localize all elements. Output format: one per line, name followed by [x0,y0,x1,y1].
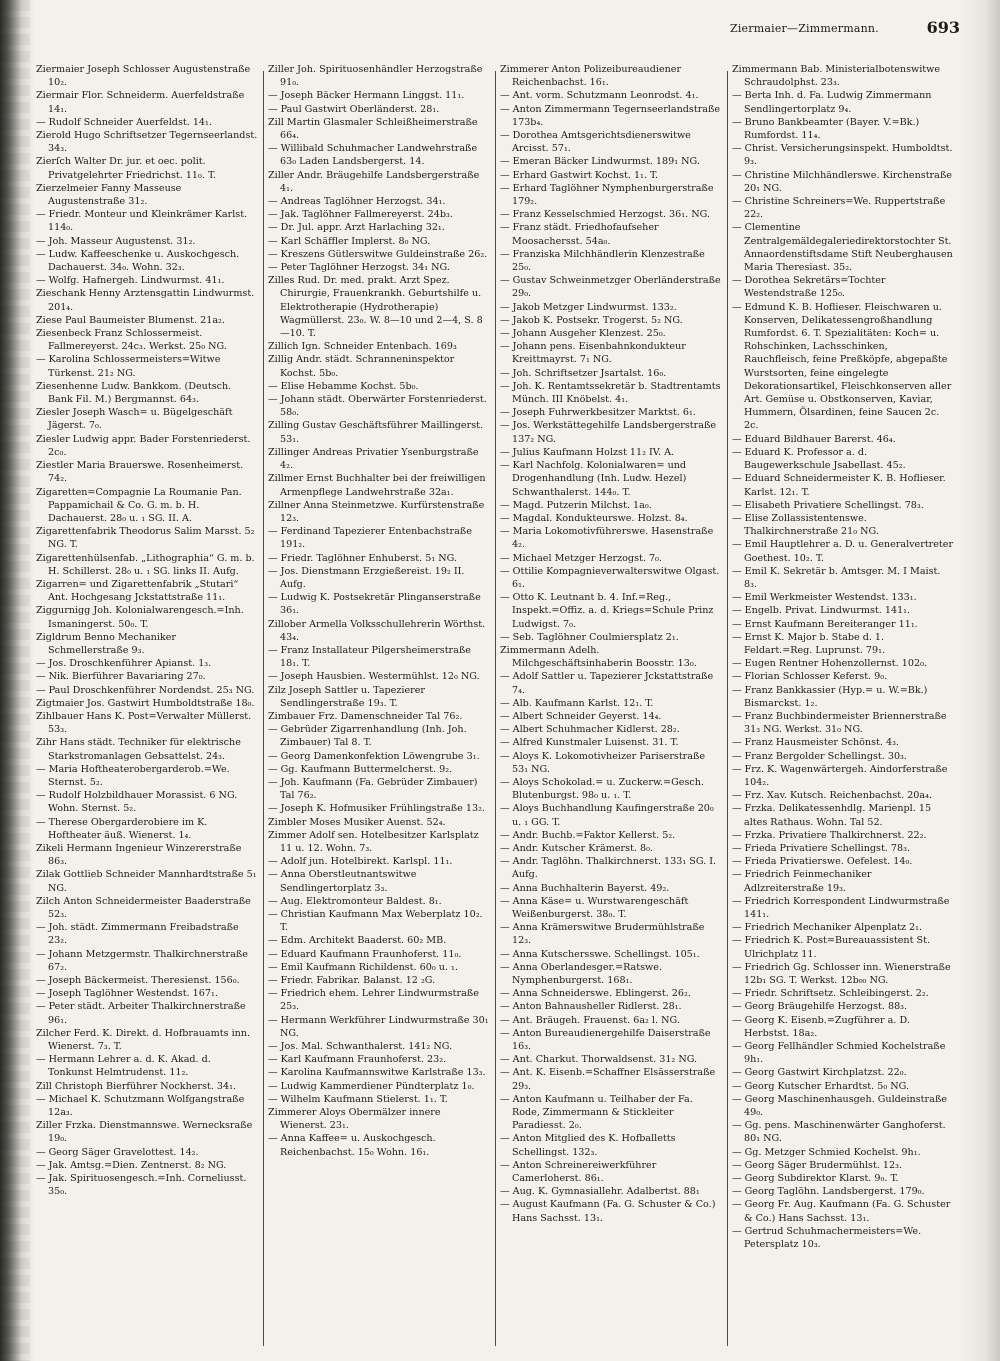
directory-entry: — Joh. Kaufmann (Fa. Gebrüder Zimbauer) Tal 76₂. [268,776,478,802]
directory-entry: — Georg Taglöhn. Landsbergerst. 179₀. [732,1186,925,1198]
directory-entry: — Eugen Rentner Hohenzollernst. 102₀. [732,658,927,670]
directory-entry: — Aug. K. Gymnasiallehr. Adalbertst. 88₁ [500,1186,700,1198]
directory-entry: — Jos. Werkstättegehilfe Landsbergerstraße 137₂ NG. [500,420,717,445]
directory-entry: — Frz. K. Wagenwärtergeh. Aindorferstraße 104₂. [732,763,948,788]
directory-entry: — Karl Schäffler Implerst. 8₀ NG. [268,235,431,247]
directory-entry: Ziller Andr. Bräugehilfe Landsbergerstraße 4₁. [268,169,480,194]
directory-entry: Zihlbauer Hans K. Post=Verwalter Müllerst. 53₃. [36,710,252,736]
directory-entry: Zilles Rud. Dr. med. prakt. Arzt Spez. Chirurgie, Frauenkrankh. Geburtshilfe u. Elektrotherapie (Hydrotherapie) Wagmüllerst. 23₀. W. 8—10 und 2—4, S. 8—10. T. [268,275,483,340]
directory-entry: — Frz. Xav. Kutsch. Reichenbachst. 20a₄. [732,790,933,802]
directory-entry: — Aloys Schokolad.= u. Zuckerw.=Gesch. Blutenburgst. 98₀ u. ₁. T. [500,776,704,802]
directory-entry: Zigldrum Benno Mechaniker Schmellerstraße 9₃. [36,631,177,656]
directory-entry: — Franz städt. Friedhofaufseher Moosachersst. 54a₀. [500,222,659,247]
directory-entry: — Rudolf Holzbildhauer Morassist. 6 NG. Wohn. Sternst. 5₂. [36,790,238,815]
directory-entry: Zigarettenhülsenfab. „Lithographia“ G. m. b. H. Schillerst. 28₀ u. ₁ SG. links II. Aufg. [36,552,255,577]
directory-entry: — Georg Gastwirt Kirchplatzst. 22₀. [732,1067,907,1079]
directory-entry: — Anton Zimmermann Tegernseerlandstraße 173b₄. [500,103,721,128]
directory-entry: — Albert Schneider Geyerst. 14₄. [500,710,662,722]
directory-entry: — Michael Metzger Herzogst. 7₀. [500,552,662,564]
directory-entry: — Franz Kesselschmied Herzogst. 36₁. NG. [500,209,710,221]
directory-entry: — Florian Schlosser Keferst. 9₀. [732,671,888,683]
directory-entry: — Ant. K. Eisenb.=Schaffner Elsässerstraße 29₃. [500,1067,716,1092]
directory-entry: — Emeran Bäcker Lindwurmst. 189₁ NG. [500,156,700,168]
directory-entry: Zihr Hans städt. Techniker für elektrische Starkstromanlagen Gebsattelst. 24₃. [36,737,241,762]
directory-entry: — Ant. vorm. Schutzmann Leonrodst. 4₁. [500,90,699,102]
directory-entry: Zierſch Walter Dr. jur. et oec. polit. Privatgelehrter Friedrichst. 11₀. T. [36,156,217,181]
directory-entry: — Maria Lokomotivführerswe. Hasenstraße 4₂. [500,526,714,551]
directory-entry: — Julius Kaufmann Holzst 11₂ IV. A. [500,446,675,458]
directory-entry: — Franz Installateur Pilgersheimerstraße 18₁. T. [268,644,471,670]
directory-entry: Zierzelmeier Fanny Masseuse Augustenstraße 31₂. [36,182,182,208]
directory-entry: — Gebrüder Zigarrenhandlung (Inh. Joh. Zimbauer) Tal 8. T. [268,724,467,749]
directory-entry: — Anna Kaffee= u. Auskochgesch. Reichenbachst. 15₀ Wohn. 16₁. [268,1133,436,1158]
directory-entry: — Seb. Taglöhner Coulmiersplatz 2₁. [500,631,679,643]
directory-entry: — Jakob K. Postsekr. Trogerst. 5₂ NG. [500,314,683,326]
directory-entry: — Anna Oberstleutnantswitwe Sendlingertorplatz 3₃. [268,869,417,894]
column-divider [263,71,264,1346]
directory-entry: — Jos. Droschkenführer Apianst. 1₃. [36,658,212,670]
directory-entry: — Georg Fellhändler Schmied Kochelstraße 9h₁. [732,1041,946,1066]
column-divider [495,71,496,1346]
directory-entry: Ziesler Ludwig appr. Bader Forstenriederst. 2c₀. [36,433,251,458]
directory-entry: — Dr. Jul. appr. Arzt Harlaching 32₁. [268,222,445,234]
directory-entry: — August Kaufmann (Fa. G. Schuster & Co.) Hans Sachsst. 13₁. [500,1199,716,1224]
directory-entry: — Jakob Metzger Lindwurmst. 133₂. [500,301,677,313]
directory-entry: — Willibald Schuhmacher Landwehrstraße 63₀ Laden Landsbergerst. 14. [268,143,478,168]
directory-entry: — Peter Taglöhner Herzogst. 34₁ NG. [268,262,450,274]
directory-entry: Ziller Joh. Spirituosenhändler Herzogstraße 91₀. [268,64,483,89]
directory-entry: — Erhard Taglöhner Nymphenburgerstraße 179₂. [500,182,714,208]
directory-entry: — Christ. Versicherungsinspekt. Humboldtst. 9₃. [732,143,953,168]
directory-entry: Zillig Andr. städt. Schranneninspektor Kochst. 5b₀. [268,354,455,379]
directory-entry: — Frieda Privatiere Schellingst. 78₃. [732,842,911,854]
directory-entry: — Franz Bergolder Schellingst. 30₃. [732,750,907,762]
directory-entry: — Eduard K. Professor a. d. Baugewerkschule Jsabellast. 45₂. [732,446,906,472]
directory-entry: — Karl Nachfolg. Kolonialwaren= und Drogenhandlung (Inh. Ludw. Hezel) Schwanthalerst. 144₀. T. [500,460,687,498]
directory-entry: — Emil Hauptlehrer a. D. u. Generalvertreter Goethest. 10₂. T. [732,539,954,564]
directory-entry: — Joh. städt. Zimmermann Freibadstraße 23₂. [36,922,239,947]
directory-entry: — Michael K. Schutzmann Wolfgangstraße 12a₃. [36,1093,245,1119]
directory-entry: — Ludwig Kammerdiener Pündterplatz 1₀. [268,1080,475,1092]
directory-entry: — Anna Krämerswitwe Brudermühlstraße 12₃. [500,922,705,947]
directory-entry: — Ludw. Kaffeeschenke u. Auskochgesch. Dachauerst. 34₀. Wohn. 32₃. [36,248,240,274]
directory-entry: Zill Martin Glasmaler Schleißheimerstraße 66₄. [268,116,478,142]
directory-entry: — Franz Buchbindermeister Briennerstraße 31₃ NG. Werkst. 31₀ NG. [732,710,947,736]
directory-entry: — Jak. Amtsg.=Dien. Zentnerst. 8₂ NG. [36,1159,227,1171]
directory-entry: — Frieda Privatierswe. Oefelest. 14₀. [732,856,913,868]
column-1 [36,63,258,1356]
directory-entry: — Anna Oberlandesger.=Ratswe. Nymphenburgerst. 168₁. [500,961,662,987]
directory-entry: Ziermair Flor. Schneiderm. Auerfeldstraße 14₁. [36,90,245,115]
directory-entry: Zigaretten=Compagnie La Roumanie Pan. Pappamichail & Co. G. m. b. H. Dachauerst. 28₀ u. ₁ SG. II. A. [36,486,242,524]
directory-entry: — Engelb. Privat. Lindwurmst. 141₁. [732,605,911,617]
directory-entry: — Ernst K. Major b. Stabe d. 1. Feldart.=Reg. Luprunst. 79₁. [732,631,886,656]
directory-entry: — Georg Maschinenhausgeh. Guldeinstraße 49₀. [732,1093,947,1119]
directory-entry: — Joh. Masseur Augustenst. 31₂. [36,235,196,247]
directory-entry: Zigtmaier Jos. Gastwirt Humboldtstraße 18₀. [36,697,255,709]
directory-entry: — Friedrich ehem. Lehrer Lindwurmstraße 25₃. [268,988,479,1013]
directory-entry: — Ferdinand Tapezierer Entenbachstraße 191₂. [268,526,472,551]
directory-entry: — Anton Bureaudienergehilfe Daiserstraße 16₃. [500,1027,711,1053]
directory-entry: Zillinger Andreas Privatier Ysenburgstraße 4₂. [268,446,479,472]
directory-entry: — Jak. Taglöhner Fallmereyerst. 24b₃. [268,209,453,221]
directory-entry: — Gertrud Schuhmachermeisters=We. Petersplatz 10₃. [732,1225,922,1251]
directory-entry: — Anton Bahnausheller Ridlerst. 28₁. [500,1001,682,1013]
directory-entry: Zilz Joseph Sattler u. Tapezierer Sendlingerstraße 19₃. T. [268,684,426,709]
directory-entry: Ziese Paul Baumeister Blumenst. 21a₂. [36,314,225,326]
directory-entry: — Adolf Sattler u. Tapezierer Jckstattstraße 7₄. [500,671,714,696]
directory-entry: — Georg Damenkonfektion Löwengrube 3₁. [268,750,480,762]
directory-entry: — Georg Fr. Aug. Kaufmann (Fa. G. Schuster & Co.) Hans Sachsst. 13₁. [732,1199,951,1224]
directory-entry: Zimmerer Aloys Obermälzer innere Wienerst. 23₁. [268,1107,441,1132]
directory-entry: Zilch Anton Schneidermeister Baaderstraße 52₃. [36,895,251,920]
directory-entry: Zilling Gustav Geschäftsführer Maillingerst. 53₁. [268,420,484,445]
directory-entry: Zillich Ign. Schneider Entenbach. 169₃ [268,341,457,353]
directory-entry: Zikeli Hermann Ingenieur Winzererstraße 86₃. [36,842,242,868]
directory-entry: Zigarren= und Zigarettenfabrik „Stutari“ Ant. Hochgesang Jckstattstraße 11₁. [36,578,239,604]
directory-entry: — Joseph K. Hofmusiker Frühlingstraße 13₂. [268,803,485,815]
directory-entry: — Dorothea Sekretärs=Tochter Westendstraße 125₀. [732,275,886,300]
directory-entry: Ziesenbeck Franz Schlossermeist. Fallmereyerst. 24c₃. Werkst. 25₀ NG. [36,328,227,353]
directory-entry: — Gg. pens. Maschinenwärter Ganghoferst. 80₁ NG. [732,1120,946,1145]
directory-entry: — Erhard Gastwirt Kochst. 1₁. T. [500,169,659,181]
directory-entry: — Eduard Kaufmann Fraunhoferst. 11₀. [268,948,462,960]
directory-entry: Ziermaier Joseph Schlosser Augustenstraße 10₂. [36,64,251,89]
directory-entry: Zimmer Adolf sen. Hotelbesitzer Karlsplatz 11 u. 12. Wohn. 7₃. [268,829,479,854]
directory-entry: — Gg. Kaufmann Buttermelcherst. 9₂. [268,763,453,775]
directory-entry: — Jak. Spirituosengesch.=Inh. Corneliusst. 35₀. [36,1173,247,1198]
directory-entry: — Elise Hebamme Kochst. 5b₀. [268,380,419,392]
directory-entry: Zimbauer Frz. Damenschneider Tal 76₂. [268,710,463,722]
directory-entry: — Ant. Charkut. Thorwaldsenst. 31₂ NG. [500,1054,698,1066]
directory-entry: — Friedr. Monteur und Kleinkrämer Karlst. 114₀. [36,209,248,234]
directory-entry: — Anna Schneiderswe. Eblingerst. 26₂. [500,988,691,1000]
directory-entry: — Clementine Zentralgemäldegaleriedirektorstochter St. Annaordenstiftsdame Stift Neuberghausen Maria Theresiast. 35₂. [732,222,953,274]
directory-entry: — Frzka. Delikatessenhdlg. Marienpl. 15 altes Rathaus. Wohn. Tal 52. [732,803,932,828]
directory-entry: Zillner Anna Steinmetzwe. Kurfürstenstraße 12₃. [268,499,485,524]
directory-entry: — Georg K. Eisenb.=Zugführer a. D. Herbstst. 18a₂. [732,1014,910,1039]
directory-entry: — Ant. Bräugeh. Frauenst. 6a₂ l. NG. [500,1014,680,1026]
directory-entry: — Anna Käse= u. Wurstwarengeschäft Weißenburgerst. 38₀. T. [500,895,689,920]
directory-entry: Zimmerer Anton Polizeibureaudiener Reichenbachst. 16₁. [500,64,682,89]
directory-entry: — Franz Hausmeister Schönst. 4₃. [732,737,899,749]
directory-entry: — Friedrich Mechaniker Alpenplatz 2₁. [732,922,923,934]
directory-entry: — Emil Werkmeister Westendst. 133₁. [732,592,917,604]
directory-entry: — Franziska Milchhändlerin Klenzestraße 25₀. [500,248,705,274]
directory-entry: — Emil K. Sekretär b. Amtsger. M. I Maist. 8₃. [732,565,941,590]
directory-entry: — Nik. Bierführer Bavariaring 27₀. [36,671,206,683]
directory-entry: — Otto K. Leutnant b. 4. Inf.=Reg., Inspekt.=Offiz. a. d. Kriegs=Schule Prinz Ludwigst. 7₀. [500,592,714,630]
directory-entry: — Anna Buchhalterin Bayerst. 49₂. [500,882,670,894]
directory-entry: — Gustav Schweinmetzger Oberländerstraße 29₀. [500,275,721,300]
directory-entry: — Friedrich K. Post=Bureauassistent St. Ulrichplatz 11. [732,935,930,960]
directory-entry: — Aug. Elektromonteur Baldest. 8₁. [268,895,442,907]
directory-entry: — Franz Bankkassier (Hyp.= u. W.=Bk.) Bismarckst. 1₂. [732,684,928,709]
directory-entry: — Friedr. Taglöhner Enhuberst. 5₁ NG. [268,552,458,564]
directory-entry: — Joh. K. Rentamtssekretär b. Stadtrentamts Münch. III Knöbelst. 4₁. [500,380,721,406]
directory-entry: — Elisabeth Privatiere Schellingst. 78₃. [732,499,924,511]
directory-columns [36,63,954,1358]
directory-entry: — Ottilie Kompagnieverwalterswitwe Olgast. 6₁. [500,565,720,590]
directory-entry: — Maria Hoftheaterobergarderob.=We. Sternst. 5₂. [36,763,230,788]
directory-entry: — Dorothea Amtsgerichtsdienerswitwe Arcisst. 57₁. [500,130,691,155]
directory-entry: — Friedrich Gg. Schlosser inn. Wienerstraße 12b₁ SG. T. Werkst. 12b₀₀ NG. [732,961,951,987]
directory-entry: — Georg Säger Gravelottest. 14₂. [36,1146,199,1158]
directory-entry: — Wolfg. Hafnergeh. Lindwurmst. 41₁. [36,275,225,287]
directory-entry: — Andr. Buchb.=Faktor Kellerst. 5₂. [500,829,676,841]
directory-entry: — Aloys K. Lokomotivheizer Pariserstraße 53₁ NG. [500,750,706,775]
directory-entry: — Jos. Dienstmann Erzgießereist. 19₂ II. Aufg. [268,565,465,590]
directory-entry: — Adolf jun. Hotelbirekt. Karlspl. 11₁. [268,856,453,868]
directory-entry: — Andr. Kutscher Krämerst. 8₀. [500,842,654,854]
directory-entry: — Aloys Buchhandlung Kaufingerstraße 20₀ u. ₁ GG. T. [500,803,714,828]
directory-entry: Zimmermann Bab. Ministerialbotenswitwe Schraudolphst. 23₃. [732,64,941,89]
directory-entry: — Georg Subdirektor Klarst. 9₀. T. [732,1173,899,1185]
directory-entry: — Eduard Bildhauer Barerst. 46₄. [732,433,896,445]
column-divider [727,71,728,1346]
directory-entry: — Hermann Lehrer a. d. K. Akad. d. Tonkunst Helmtrudenst. 11₂. [36,1054,211,1079]
directory-entry: — Christine Milchhändlerswe. Kirchenstraße 20₁ NG. [732,169,952,194]
directory-entry: — Friedr. Schriftsetz. Schleibingerst. 2₂. [732,988,929,1000]
page-number: 693 [926,18,960,37]
directory-entry: — Johann Ausgeher Klenzest. 25₀. [500,328,666,340]
directory-entry: — Ludwig K. Postsekretär Plinganserstraße 36₁. [268,592,481,617]
directory-entry: — Karolina Kaufmannswitwe Karlstraße 13₃. [268,1067,486,1079]
directory-entry: — Andreas Taglöhner Herzogst. 34₁. [268,196,446,208]
directory-entry: — Peter städt. Arbeiter Thalkirchnerstraße 96₁. [36,1001,246,1026]
directory-entry: Zilcher Ferd. K. Direkt. d. Hofbrauamts inn. Wienerst. 7₃. T. [36,1027,251,1053]
directory-entry: — Kreszens Gütlerswitwe Guldeinstraße 26₂. [268,248,488,260]
directory-entry: — Joseph Hausbien. Westermühlst. 12₀ NG. [268,671,480,683]
directory-entry: — Georg Säger Brudermühlst. 12₃. [732,1159,903,1171]
directory-entry: Ziggurnigg Joh. Kolonialwarengesch.=Inh. Ismaningerst. 50₀. T. [36,605,244,630]
column-3 [500,63,722,1356]
directory-entry: — Hermann Werkführer Lindwurmstraße 30₁ NG. [268,1014,489,1039]
directory-entry: — Christian Kaufmann Max Weberplatz 10₂. T. [268,909,483,934]
directory-entry: — Georg Kutscher Erhardtst. 5₀ NG. [732,1080,910,1092]
directory-entry: — Magdal. Kondukteurswe. Holzst. 8₄. [500,512,688,524]
directory-entry: — Johann städt. Oberwärter Forstenriederst. 58₀. [268,394,487,419]
directory-entry: — Jos. Mal. Schwanthalerst. 141₂ NG. [268,1041,453,1053]
directory-entry: Ziestler Maria Brauerswe. Rosenheimerst. 74₂. [36,460,244,485]
directory-entry: — Joh. Schriftsetzer Jsartalst. 16₀. [500,367,667,379]
directory-entry: — Karolina Schlossermeisters=Witwe Türkenst. 21₂ NG. [36,354,221,379]
directory-entry: — Eduard Schneidermeister K. B. Hoflieser. Karlst. 12₁. T. [732,473,946,498]
directory-entry: Zimbler Moses Musiker Auenst. 52₄. [268,816,446,828]
directory-entry: Ziller Frzka. Dienstmannswe. Wernecksraße 19₀. [36,1120,253,1145]
directory-entry: — Magd. Putzerin Milchst. 1a₀. [500,499,652,511]
directory-entry: — Emil Kaufmann Richildenst. 60₀ u. ₁. [268,961,458,973]
directory-entry: — Joseph Taglöhner Westendst. 167₁. [36,988,218,1000]
directory-entry: — Frzka. Privatiere Thalkirchnerst. 22₂. [732,829,927,841]
directory-entry: Zimmermann Adelh. Milchgeschäftsinhaberin Boosstr. 13₀. [500,644,697,670]
directory-entry: — Bruno Bankbeamter (Bayer. V.=Bk.) Rumfordst. 11₄. [732,116,920,142]
directory-entry: — Ernst Kaufmann Bereiteranger 11₁. [732,618,918,630]
directory-entry: — Christine Schreiners=We. Ruppertstraße 22₂. [732,196,946,221]
directory-entry: Zill Christoph Bierführer Nockherst. 34₁. [36,1080,236,1092]
directory-entry: Zigarettenfabrik Theodorus Salim Marsst. 5₂ NG. T. [36,526,255,551]
directory-entry: — Edmund K. B. Hoflieser. Fleischwaren u. Konserven, Delikatessengroßhandlung Rumfordst. 6. T. Spezialitäten: Koch= u. Rohschinken, Lachsschinken, Rauchfleisch, feine Preßköpfe, abgepaßte Wurstsorten, feine eingelegte Dekorationsartikel, Fleischkonserven aller Art. Gemüse u. Obstkonserven, Kaviar, Hummern, Ölsardinen, feine Saucen 2c. 2c. [732,301,952,432]
directory-entry: — Friedrich Korrespondent Lindwurmstraße 141₁. [732,895,950,920]
directory-entry: — Joseph Bäckermeist. Theresienst. 156₀. [36,975,240,987]
directory-entry: — Andr. Taglöhn. Thalkirchnerst. 133₁ SG. I. Aufg. [500,856,717,881]
directory-entry: — Edm. Architekt Baaderst. 60₂ MB. [268,935,447,947]
directory-entry: — Berta Inh. d. Fa. Ludwig Zimmermann Sendlingertorplatz 9₄. [732,90,932,115]
directory-entry: Ziesler Joseph Wasch= u. Bügelgeschäft Jägerst. 7₀. [36,407,233,432]
directory-entry: — Georg Bräugehilfe Herzogst. 88₃. [732,1001,908,1013]
directory-entry: — Rudolf Schneider Auerfeldst. 14₁. [36,116,212,128]
directory-entry: Zieschank Henny Arztensgattin Lindwurmst. 201₄. [36,288,255,313]
directory-entry: — Elise Zollassistentenswe. Thalkirchnerstraße 21₀ NG. [732,512,879,538]
directory-entry: — Johann pens. Eisenbahnkondukteur Kreittmayrst. 7₁ NG. [500,341,686,366]
directory-entry: — Gg. Metzger Schmied Kochelst. 9h₁. [732,1146,921,1158]
directory-entry: — Alb. Kaufmann Karlst. 12₁. T. [500,697,654,709]
column-2 [268,63,490,1356]
directory-entry: — Anton Mitglied des K. Hofballetts Schellingst. 132₃. [500,1133,676,1158]
directory-entry: Ziesenhenne Ludw. Bankkom. (Deutsch. Bank Fil. M.) Bergmannst. 64₃. [36,380,232,406]
directory-entry: Zierold Hugo Schriftsetzer Tegernseerlandst. 34₃. [36,130,258,155]
directory-entry: — Joseph Bäcker Hermann Linggst. 11₁. [268,90,465,102]
directory-entry: Zilak Gottlieb Schneider Mannhardtstraße 5₁ NG. [36,869,257,894]
directory-entry: — Anton Schreinereiwerkführer Camerloherst. 86₁. [500,1159,657,1185]
directory-entry: — Karl Kaufmann Fraunhoferst. 23₂. [268,1054,447,1066]
directory-entry: — Albert Schuhmacher Kidlerst. 28₂. [500,724,680,736]
page-header [730,18,960,38]
directory-entry: — Friedr. Fabrikar. Balanst. 12 ₂G. [268,975,436,987]
book-spine-shadow [0,0,30,1361]
directory-entry: — Anton Kaufmann u. Teilhaber der Fa. Rode, Zimmermann & Stickleiter Paradiesst. 2₀. [500,1093,693,1132]
running-head: Ziermaier—Zimmermann. [730,22,879,35]
directory-entry: — Paul Gastwirt Oberländerst. 28₁. [268,103,440,115]
directory-entry: Zillmer Ernst Buchhalter bei der freiwilligen Armenpflege Landwehrstraße 32a₁. [268,473,486,498]
directory-entry: — Friedrich Feinmechaniker Adlzreiterstraße 19₃. [732,869,872,894]
directory-entry: — Johann Metzgermstr. Thalkirchnerstraße 67₂. [36,948,248,973]
directory-entry: Zillober Armella Volksschullehrerin Wörthst. 43₄. [268,618,486,643]
directory-entry: — Wilhelm Kaufmann Stielerst. 1₁. T. [268,1093,448,1105]
directory-entry: — Paul Droschkenführer Nordendst. 25₃ NG. [36,684,255,696]
directory-entry: — Anna Kutschersswe. Schellingst. 105₁. [500,948,700,960]
directory-entry: — Joseph Fuhrwerkbesitzer Marktst. 6₁. [500,407,696,419]
column-4 [732,63,954,1356]
directory-entry: — Alfred Kunstmaler Luisenst. 31. T. [500,737,679,749]
directory-entry: — Therese Obergarderobiere im K. Hoftheater äuß. Wienerst. 1₄. [36,816,208,841]
